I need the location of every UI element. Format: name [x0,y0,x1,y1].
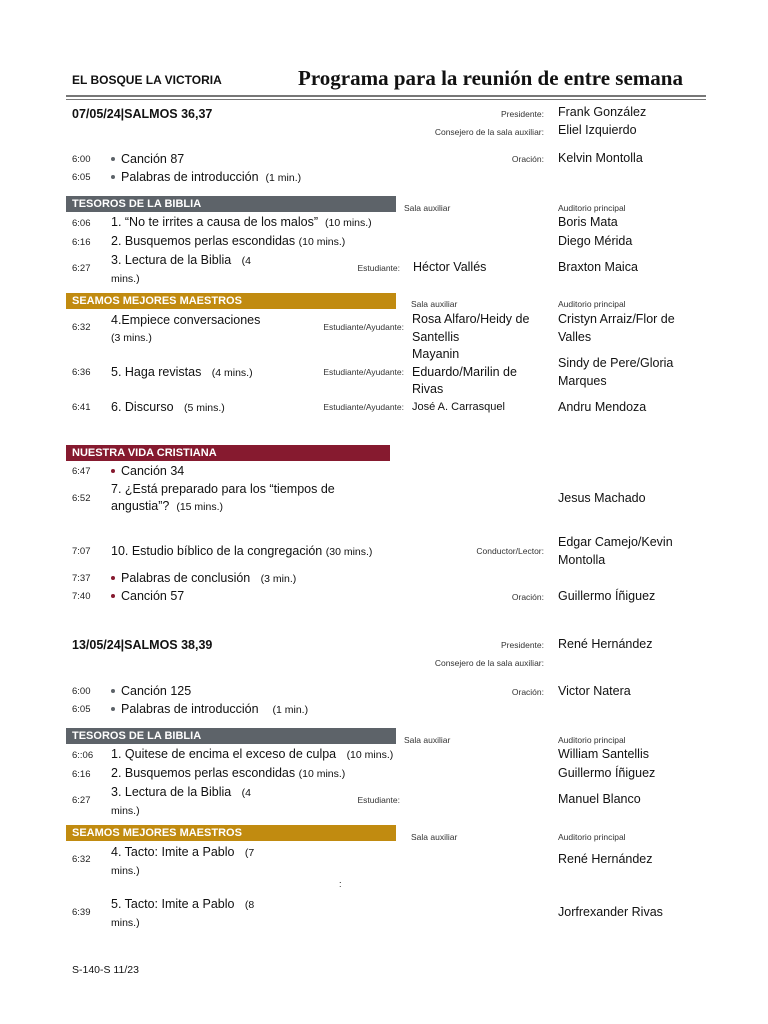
week1-m5-helper-label: Estudiante/Ayudante: [323,367,404,377]
week1-ministry-header: SEAMOS MEJORES MAESTROS [66,293,396,309]
stray-colon: : [339,879,342,889]
page-title: Programa para la reunión de entre semana [298,66,683,90]
week1-song-close: Canción 57 [111,588,184,605]
week1-m6-aux: José A. Carrasquel [412,401,505,413]
week2-president-label: Presidente: [501,640,544,650]
week1-treasures-main-hall-header: Auditorio principal [558,203,626,213]
week1-l10-main: Edgar Camejo/Kevin Montolla [558,535,673,567]
week2-t2: 2. Busquemos perlas escondidas (10 mins.) [111,766,346,780]
week2-prayer-label: Oración: [511,687,544,697]
week2-m4-time: 6:32 [72,854,91,865]
week1-treasures-header: TESOROS DE LA BIBLIA [66,196,396,212]
week2-t1-time: 6::06 [72,750,94,761]
bullet-icon [111,707,115,711]
week2-treasures-main-hall-header: Auditorio principal [558,735,626,745]
week1-song-open-time: 6:00 [72,154,91,165]
week1-t3-main: Braxton Maica [558,260,638,274]
week1-t1-main: Boris Mata [558,215,618,229]
week2-treasures-aux-room-header: Sala auxiliar [404,735,451,745]
week1-l10-time: 7:07 [72,546,91,557]
week1-m6-helper-label: Estudiante/Ayudante: [323,402,404,412]
week2-song-open: Canción 125 [111,683,191,700]
week1-president-label: Presidente: [501,109,544,119]
week1-m5: 5. Haga revistas (4 mins.) [111,365,253,379]
week1-m5-time: 6:36 [72,367,91,378]
week1-m4: 4.Empiece conversaciones (3 mins.) [111,313,261,344]
week1-t3-aux: Héctor Vallés [413,260,487,274]
week1-l7-main: Jesus Machado [558,491,646,505]
week1-conductor-label: Conductor/Lector: [476,546,544,556]
week2-date: 13/05/24|SALMOS 38,39 [72,638,213,652]
bullet-icon [111,594,115,598]
week1-l7-time: 6:52 [72,493,91,504]
week1-closing-prayer: Guillermo Íñiguez [558,589,656,603]
week2-t3: 3. Lectura de la Biblia (4 mins.) [111,785,251,817]
week1-m6-main: Andru Mendoza [558,400,647,414]
week1-t3: 3. Lectura de la Biblia (4 mins.) [111,253,251,285]
week2-president-name: René Hernández [558,637,653,651]
week1-song-open: Canción 87 [111,151,184,168]
week1-m6: 6. Discurso (5 mins.) [111,400,225,414]
week1-treasures-aux-room-header: Sala auxiliar [404,203,451,213]
week2-treasures-header: TESOROS DE LA BIBLIA [66,728,396,744]
week1-t3-time: 6:27 [72,263,91,274]
week1-m4-aux: Rosa Alfaro/Heidy de Santellis [412,312,530,344]
week1-opening-prayer: Kelvin Montolla [558,151,643,165]
week1-living-header: NUESTRA VIDA CRISTIANA [66,445,390,461]
header-rule-thin [66,99,706,100]
week2-intro: Palabras de introducción (1 min.) [111,701,308,719]
week1-l10: 10. Estudio bíblico de la congregación (30 mins.) [111,544,373,558]
week1-intro-time: 6:05 [72,172,91,183]
week1-intro: Palabras de introducción (1 min.) [111,169,301,187]
week2-m5: 5. Tacto: Imite a Pablo (8 mins.) [111,897,255,929]
bullet-icon [111,175,115,179]
week1-m5-aux: Mayanin Eduardo/Marilin de Rivas [412,347,517,396]
week1-m4-time: 6:32 [72,322,91,333]
week2-t1-main: William Santellis [558,747,649,761]
week1-closing-prayer-label: Oración: [511,592,544,602]
week1-song-close-time: 7:40 [72,591,91,602]
congregation-name: EL BOSQUE LA VICTORIA [72,73,222,87]
week2-t3-main: Manuel Blanco [558,792,641,806]
week2-t2-main: Guillermo Íñiguez [558,766,656,780]
week2-intro-time: 6:05 [72,704,91,715]
week2-t3-student-label: Estudiante: [357,795,400,805]
week1-t1-time: 6:06 [72,218,91,229]
week1-t3-student-label: Estudiante: [357,263,400,273]
week1-counselor-label: Consejero de la sala auxiliar: [434,127,544,137]
week2-m4-main: René Hernández [558,852,653,866]
week1-counselor-name: Eliel Izquierdo [558,123,637,137]
week1-president-name: Frank González [558,105,647,119]
week2-m4: 4. Tacto: Imite a Pablo (7 mins.) [111,845,255,877]
week2-ministry-aux-room-header: Sala auxiliar [411,832,458,842]
bullet-icon [111,689,115,693]
week1-t2: 2. Busquemos perlas escondidas (10 mins.) [111,234,346,248]
bullet-icon [111,576,115,580]
week2-ministry-main-hall-header: Auditorio principal [558,832,626,842]
week2-opening-prayer: Victor Natera [558,684,631,698]
week1-ministry-main-hall-header: Auditorio principal [558,299,626,309]
week2-m5-main: Jorfrexander Rivas [558,905,663,919]
week1-m5-main: Sindy de Pere/Gloria Marques [558,356,674,388]
week1-song-mid-time: 6:47 [72,466,91,477]
week1-ministry-aux-room-header: Sala auxiliar [411,299,458,309]
header-rule-thick [66,95,706,97]
week1-prayer-label: Oración: [511,154,544,164]
week2-t2-time: 6:16 [72,769,91,780]
week1-closing-time: 7:37 [72,573,91,584]
week1-closing: Palabras de conclusión (3 min.) [111,570,296,588]
week1-date: 07/05/24|SALMOS 36,37 [72,107,213,121]
bullet-icon [111,157,115,161]
week1-m6-time: 6:41 [72,402,91,413]
week2-song-open-time: 6:00 [72,686,91,697]
week1-song-mid: Canción 34 [111,463,184,480]
week1-l7: 7. ¿Está preparado para los “tiempos de angustia”? (15 mins.) [111,482,335,513]
week1-m4-main: Cristyn Arraiz/Flor de Valles [558,312,675,344]
week2-m5-time: 6:39 [72,907,91,918]
week1-t1: 1. “No te irrites a causa de los malos” (10 mins.) [111,215,372,229]
week1-m4-helper-label: Estudiante/Ayudante: [323,322,404,332]
bullet-icon [111,469,115,473]
form-code: S-140-S 11/23 [72,964,139,976]
week2-counselor-label: Consejero de la sala auxiliar: [434,658,544,668]
week2-t1: 1. Quitese de encima el exceso de culpa (10 mins.) [111,747,394,761]
week1-t2-time: 6:16 [72,237,91,248]
week1-t2-main: Diego Mérida [558,234,633,248]
week2-t3-time: 6:27 [72,795,91,806]
week2-ministry-header: SEAMOS MEJORES MAESTROS [66,825,396,841]
